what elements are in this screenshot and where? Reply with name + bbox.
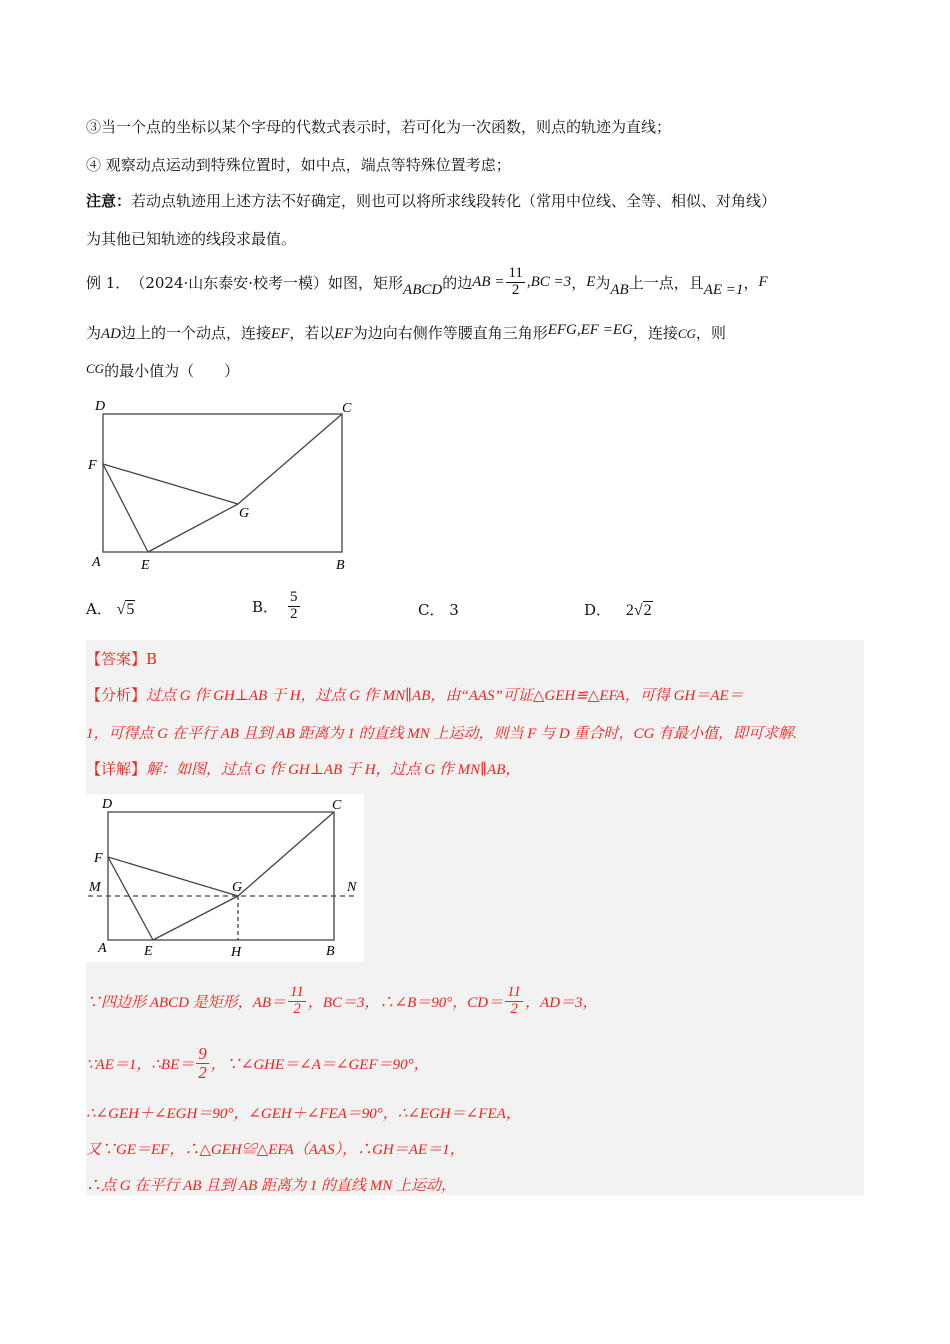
option-a-value: √5 xyxy=(116,601,135,618)
label-b: B xyxy=(336,558,345,573)
segment-gc xyxy=(238,414,342,504)
example-prefix: 例 1． xyxy=(86,273,131,292)
example-text: ， xyxy=(743,273,759,292)
intro-line-3: ③当一个点的坐标以某个字母的代数式表示时，若可化为一次函数，则点的轨迹为直线； xyxy=(86,118,672,136)
ab-segment: AB xyxy=(610,281,629,298)
label-d: D xyxy=(102,797,113,812)
example-text: 的最小值为（ ） xyxy=(104,362,240,380)
step-text: ，BC＝3，∴∠B＝90°，CD＝ xyxy=(307,994,504,1011)
example-source: （2024·山东泰安·校考一模） xyxy=(130,273,329,292)
option-c[interactable] xyxy=(418,599,459,620)
figure-2 xyxy=(86,794,364,962)
step-1-fraction-ab: $\frac{11}{2}$ xyxy=(290,983,304,1017)
example-text: ，则 xyxy=(695,324,726,342)
detail-line xyxy=(86,758,520,779)
bc-label: ,BC =3 xyxy=(526,273,572,290)
option-a[interactable] xyxy=(86,598,135,619)
ef-label: EF xyxy=(271,326,290,342)
step-text: ∵AE＝1，∴BE＝ xyxy=(86,1056,195,1073)
step-2 xyxy=(86,1040,429,1086)
label-a: A xyxy=(92,555,101,570)
rect-abcd xyxy=(103,414,342,552)
example-text: ， xyxy=(571,273,587,292)
answer-label: 【答案】 xyxy=(86,650,147,668)
efg-label: EFG,EF =EG xyxy=(547,322,633,338)
figure-1 xyxy=(86,394,366,574)
segment-eg xyxy=(148,504,238,552)
example-line-2 xyxy=(86,322,726,343)
example-text: ，连接 xyxy=(632,324,678,342)
step-1-fraction-cd: $\frac{11}{2}$ xyxy=(507,983,522,1017)
answer-value: B xyxy=(146,650,158,668)
step-text: ∵四边形 ABCD 是矩形，AB＝ xyxy=(86,994,286,1011)
option-b-value: $\frac{5}{2}$ xyxy=(290,588,298,622)
step-3: ∴∠GEH＋∠EGH＝90°，∠GEH＋∠FEA＝90°，∴∠EGH＝∠FEA， xyxy=(86,1106,521,1122)
example-text: 边上的一个动点，连接 xyxy=(121,324,272,342)
analysis-line-2: 1，可得点 G 在平行 AB 且到 AB 距离为 1 的直线 MN 上运动，则当 F 与 D 重合时，CG 有最小值，即可求解. xyxy=(86,726,797,742)
step-text: ，AD＝3， xyxy=(525,994,598,1011)
label-f: F xyxy=(88,458,97,473)
example-text: 的边 xyxy=(442,273,473,292)
option-d-label: D． xyxy=(584,601,612,619)
note-line-2: 为其他已知轨迹的线段求最值。 xyxy=(86,230,297,248)
label-m: M xyxy=(89,880,101,895)
step-text: ，∵∠GHE＝∠A＝∠GEF＝90°， xyxy=(210,1056,429,1073)
example-text: 为 xyxy=(595,273,611,292)
label-e: E xyxy=(141,558,150,573)
rect-name: ABCD xyxy=(403,281,443,298)
analysis-label: 【分析】 xyxy=(86,686,147,704)
example-line-3 xyxy=(86,360,239,381)
note-line xyxy=(86,190,776,211)
example-text: 为边向右侧作等腰直角三角形 xyxy=(352,324,548,342)
point-f: F xyxy=(758,273,768,290)
analysis-line-1 xyxy=(86,684,744,705)
ad-label: AD xyxy=(101,326,122,342)
label-a: A xyxy=(98,941,107,956)
cg-label: CG xyxy=(86,361,105,376)
label-n: N xyxy=(347,880,357,895)
option-b-label: B． xyxy=(252,597,279,616)
option-a-label: A． xyxy=(86,600,112,618)
answer-line xyxy=(86,648,157,669)
note-text: 若动点轨迹用上述方法不好确定，则也可以将所求线段转化（常用中位线、全等、相似、对角线） xyxy=(131,192,777,210)
example-text: 为 xyxy=(86,324,102,342)
ef-label: EF xyxy=(334,326,353,342)
option-d-value: 2√2 xyxy=(625,602,652,619)
label-h: H xyxy=(231,945,242,960)
example-text: 上一点，且 xyxy=(628,273,704,292)
label-g: G xyxy=(232,880,243,895)
label-c: C xyxy=(332,798,342,813)
label-e: E xyxy=(144,944,153,959)
ab-fraction: $\frac{11}{2}$ xyxy=(508,264,523,298)
intro-line-4: ④ 观察动点运动到特殊位置时，如中点，端点等特殊位置考虑； xyxy=(86,156,511,174)
detail-text: 解：如图，过点 G 作 GH⊥AB 于 H，过点 G 作 MN∥AB， xyxy=(146,762,521,778)
option-c-value: 3 xyxy=(449,601,459,619)
note-label: 注意： xyxy=(86,192,132,210)
step-1 xyxy=(86,978,598,1024)
point-e: E xyxy=(586,273,596,290)
example-text: 如图，矩形 xyxy=(328,273,404,292)
example-line-1 xyxy=(86,262,768,302)
segment-fg xyxy=(103,464,238,504)
label-f: F xyxy=(94,851,103,866)
label-c: C xyxy=(342,401,352,416)
detail-label: 【详解】 xyxy=(86,760,147,778)
ae-label: AE =1 xyxy=(703,281,744,298)
option-b[interactable] xyxy=(252,584,302,628)
label-g: G xyxy=(239,506,250,521)
ab-label: AB = xyxy=(472,273,505,290)
label-d: D xyxy=(95,399,106,414)
segment-fe xyxy=(103,464,148,552)
cg-label: CG xyxy=(677,326,696,341)
step-2-fraction-be: $\frac{9}{2}$ xyxy=(198,1043,207,1082)
step-5: ∴点 G 在平行 AB 且到 AB 距离为 1 的直线 MN 上运动， xyxy=(86,1178,456,1194)
analysis-text: 过点 G 作 GH⊥AB 于 H，过点 G 作 MN∥AB，由“AAS”可证△GEH≌△EFA，可得 GH＝AE＝ xyxy=(146,688,744,704)
option-c-label: C． xyxy=(418,601,445,619)
example-text: ，若以 xyxy=(289,324,335,342)
label-b: B xyxy=(326,944,335,959)
step-4: 又∵GE＝EF，∴△GEH≌△EFA（AAS），∴GH＝AE＝1， xyxy=(86,1142,465,1158)
option-d[interactable] xyxy=(584,599,653,620)
